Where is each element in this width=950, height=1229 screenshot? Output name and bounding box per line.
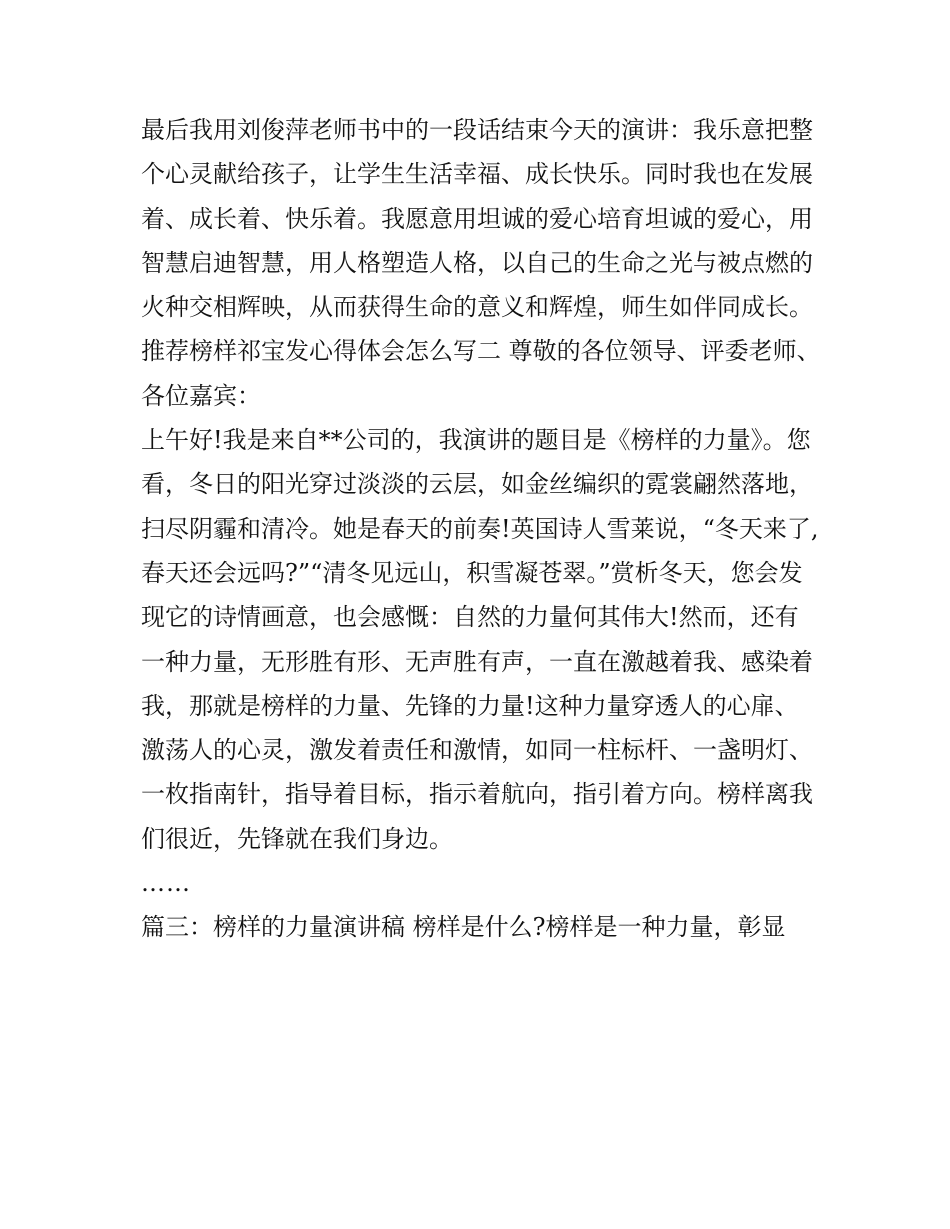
paragraph-closing-speech: 最后我用刘俊萍老师书中的一段话结束今天的演讲：我乐意把整个心灵献给孩子，让学生生活幸福、成长快乐。同时我也在发展着、成长着、快乐着。我愿意用坦诚的爱心培育坦诚的爱心，用智慧启迪智慧，用人格塑造人格，以自己的生命之光与被点燃的火种交相辉映，从而获得生命的意义和辉煌，师生如伴同成长。	[141, 116, 813, 322]
paragraph-heading-two: 推荐榜样祁宝发心得体会怎么写二 尊敬的各位领导、评委老师、各位嘉宾：	[141, 337, 821, 410]
paragraph-speech-body: 上午好!我是来自**公司的，我演讲的题目是《榜样的力量》。您看，冬日的阳光穿过淡淡的云层，如金丝编织的霓裳翩然落地，扫尽阴霾和清冷。她是春天的前奏!英国诗人雪莱说，“冬天来了,春天还会远吗?”“清冬见远山，积雪凝苍翠。”赏析冬天，您会发现它的诗情画意，也会感慨：自然的力量何其伟大!然而，还有一种力量，无形胜有形、无声胜有声，一直在激越着我、感染着我，那就是榜样的力量、先锋的力量!这种力量穿透人的心扉、激荡人的心灵，激发着责任和激情，如同一柱标杆、一盏明灯、一枚指南针，指导着目标，指示着航向，指引着方向。榜样离我们很近，先锋就在我们身边。	[141, 426, 819, 853]
document-body	[141, 108, 821, 950]
ellipsis: ……	[141, 869, 191, 898]
paragraph-chapter-three: 篇三：榜样的力量演讲稿 榜样是什么?榜样是一种力量，彰显	[141, 913, 786, 942]
